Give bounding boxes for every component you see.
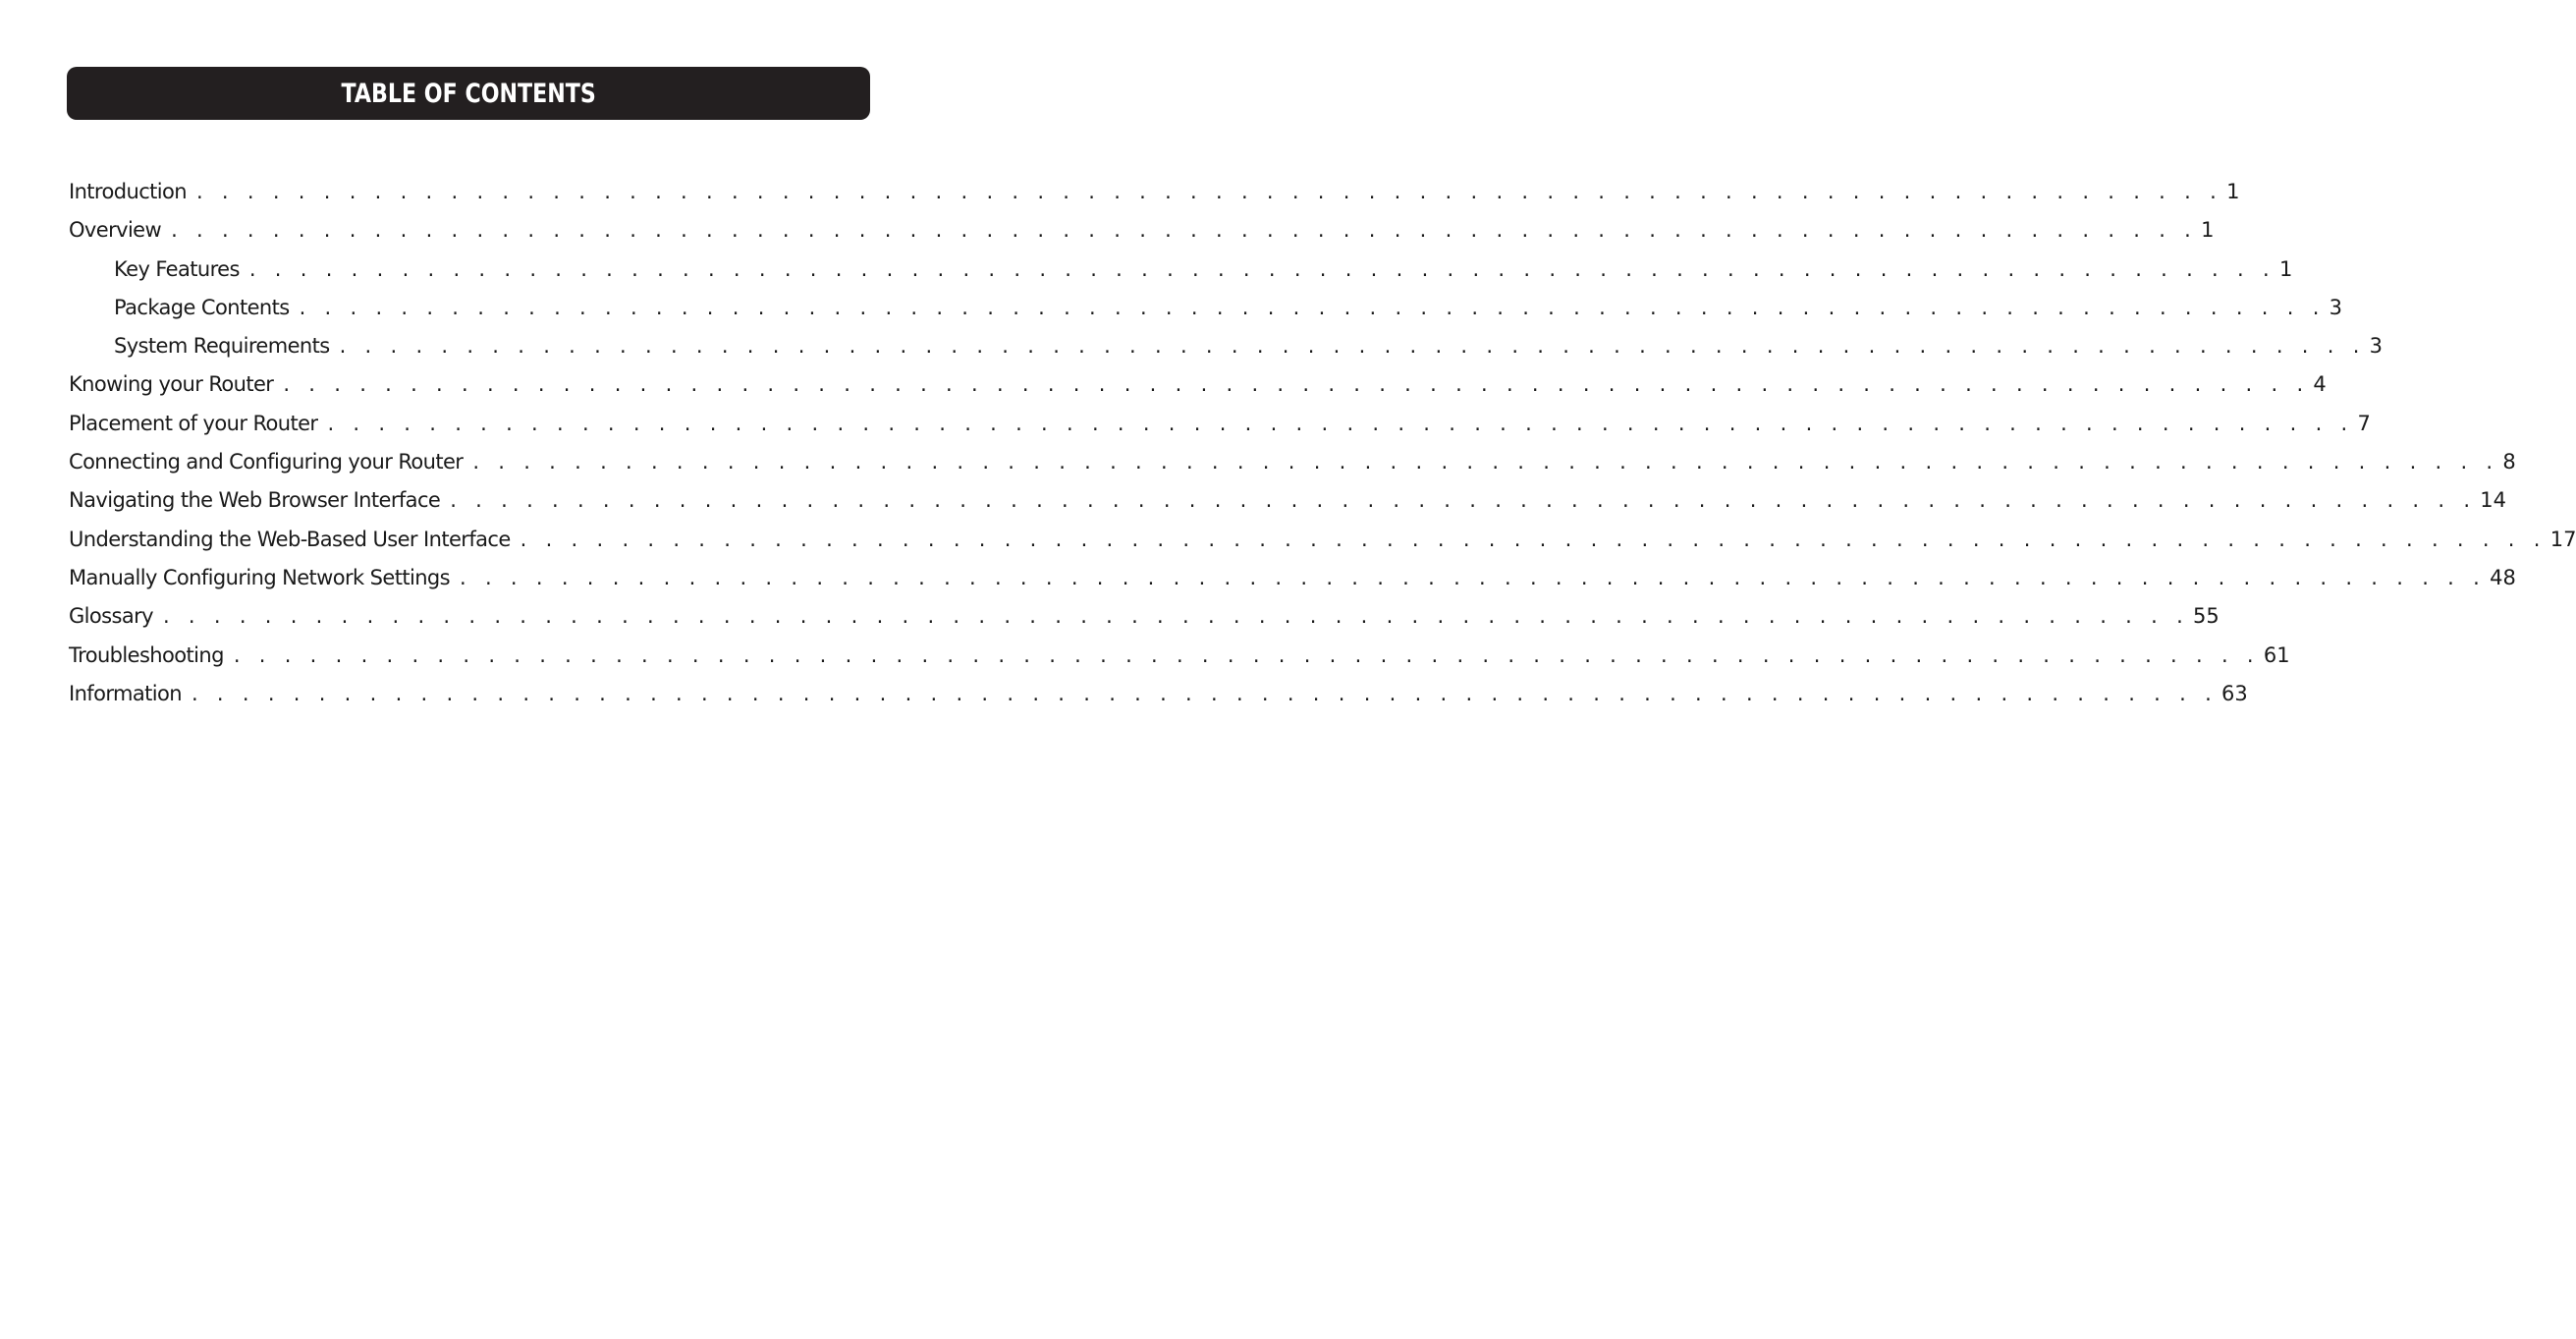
table-of-contents	[69, 173, 2576, 713]
toc-entry-label: Troubleshooting	[69, 642, 224, 667]
toc-dot-leader: . . . . . . . . . . . . . . . . . . . . . . . . . . . . . . . . . . . . . . . . . . . . . . . . . . . . . . . . . . . . . . . . . . . . . . . . . . . . . . . .	[162, 604, 2190, 629]
toc-entry-manually-configuring-network[interactable]	[69, 559, 2516, 597]
toc-entry-label: Glossary	[69, 604, 153, 629]
toc-dot-leader: . . . . . . . . . . . . . . . . . . . . . . . . . . . . . . . . . . . . . . . . . . . . . . . . . . . . . . . . . . . . . . . . . . . . . . . . . . . . . . . .	[195, 180, 2223, 203]
toc-page-number: 8	[2502, 450, 2516, 474]
toc-dot-leader: . . . . . . . . . . . . . . . . . . . . . . . . . . . . . . . . . . . . . . . . . . . . . . . . . . . . . . . . . . . . . . . . . . . . . . . . . . . . . . . .	[233, 642, 2260, 667]
toc-entry-label: Information	[69, 681, 182, 705]
toc-page-number: 1	[2278, 256, 2293, 281]
toc-dot-leader: . . . . . . . . . . . . . . . . . . . . . . . . . . . . . . . . . . . . . . . . . . . . . . . . . . . . . . . . . . . . . . . . . . . . . . . . . . . . . . . .	[450, 488, 2477, 513]
toc-entry-label: Key Features	[114, 256, 240, 281]
toc-entry-introduction[interactable]	[69, 173, 2240, 211]
toc-entry-label: Knowing your Router	[69, 372, 274, 397]
toc-page-number: 48	[2490, 565, 2516, 589]
toc-page-number: 1	[2201, 218, 2215, 243]
toc-dot-leader: . . . . . . . . . . . . . . . . . . . . . . . . . . . . . . . . . . . . . . . . . . . . . . . . . . . . . . . . . . . . . . . . . . . . . . . . . . . . . . . .	[327, 411, 2354, 435]
toc-dot-leader: . . . . . . . . . . . . . . . . . . . . . . . . . . . . . . . . . . . . . . . . . . . . . . . . . . . . . . . . . . . . . . . . . . . . . . . . . . . . . . . .	[339, 334, 2366, 359]
toc-entry-knowing-your-router[interactable]	[69, 365, 2327, 404]
toc-entry-placement-of-your-router[interactable]	[69, 405, 2371, 443]
toc-entry-label: Overview	[69, 218, 162, 243]
toc-dot-leader: . . . . . . . . . . . . . . . . . . . . . . . . . . . . . . . . . . . . . . . . . . . . . . . . . . . . . . . . . . . . . . . . . . . . . . . . . . . . . . . .	[283, 372, 2310, 397]
toc-dot-leader: . . . . . . . . . . . . . . . . . . . . . . . . . . . . . . . . . . . . . . . . . . . . . . . . . . . . . . . . . . . . . . . . . . . . . . . . . . . . . . . .	[191, 681, 2219, 705]
toc-entry-label: Navigating the Web Browser Interface	[69, 488, 441, 513]
toc-page-number: 14	[2480, 488, 2507, 513]
toc-dot-leader: . . . . . . . . . . . . . . . . . . . . . . . . . . . . . . . . . . . . . . . . . . . . . . . . . . . . . . . . . . . . . . . . . . . . . . . . . . . . . . . .	[472, 450, 2499, 474]
toc-entry-troubleshooting[interactable]	[69, 637, 2290, 675]
toc-dot-leader: . . . . . . . . . . . . . . . . . . . . . . . . . . . . . . . . . . . . . . . . . . . . . . . . . . . . . . . . . . . . . . . . . . . . . . . . . . . . . . . .	[460, 565, 2487, 589]
toc-entry-label: Understanding the Web-Based User Interface	[69, 527, 511, 551]
toc-entry-glossary[interactable]	[69, 597, 2220, 636]
title-banner	[67, 67, 870, 120]
toc-entry-label: Connecting and Configuring your Router	[69, 450, 464, 474]
toc-entry-label: Placement of your Router	[69, 411, 318, 435]
toc-entry-key-features[interactable]	[69, 251, 2293, 289]
toc-entry-label: Manually Configuring Network Settings	[69, 565, 451, 589]
toc-entry-system-requirements[interactable]	[69, 327, 2384, 365]
toc-page-number: 55	[2193, 604, 2220, 629]
page-title: TABLE OF CONTENTS	[341, 78, 596, 109]
toc-dot-leader: . . . . . . . . . . . . . . . . . . . . . . . . . . . . . . . . . . . . . . . . . . . . . . . . . . . . . . . . . . . . . . . . . . . . . . . . . . . . . . . .	[248, 256, 2275, 281]
toc-entry-information[interactable]	[69, 675, 2248, 713]
toc-page-number: 63	[2221, 681, 2248, 705]
toc-dot-leader: . . . . . . . . . . . . . . . . . . . . . . . . . . . . . . . . . . . . . . . . . . . . . . . . . . . . . . . . . . . . . . . . . . . . . . . . . . . . . . . .	[520, 527, 2547, 551]
toc-entry-connecting-and-configuring[interactable]	[69, 443, 2516, 481]
toc-entry-overview[interactable]	[69, 211, 2215, 250]
toc-page-number: 4	[2313, 372, 2327, 397]
toc-dot-leader: . . . . . . . . . . . . . . . . . . . . . . . . . . . . . . . . . . . . . . . . . . . . . . . . . . . . . . . . . . . . . . . . . . . . . . . . . . . . . . . .	[171, 218, 2198, 243]
toc-entry-label: Package Contents	[114, 295, 290, 319]
toc-page-number: 1	[2226, 180, 2240, 203]
toc-page-number: 3	[2329, 295, 2343, 319]
toc-entry-label: System Requirements	[114, 334, 330, 359]
toc-page-number: 17	[2549, 527, 2576, 551]
toc-entry-label: Introduction	[69, 180, 187, 203]
toc-entry-understanding-web-based-ui[interactable]	[69, 521, 2576, 559]
toc-dot-leader: . . . . . . . . . . . . . . . . . . . . . . . . . . . . . . . . . . . . . . . . . . . . . . . . . . . . . . . . . . . . . . . . . . . . . . . . . . . . . . . .	[299, 295, 2326, 319]
toc-page-number: 3	[2369, 334, 2384, 359]
toc-page-number: 61	[2263, 642, 2290, 667]
toc-entry-navigating-web-browser-interface[interactable]	[69, 481, 2507, 520]
toc-page-number: 7	[2357, 411, 2371, 435]
toc-entry-package-contents[interactable]	[69, 289, 2343, 327]
